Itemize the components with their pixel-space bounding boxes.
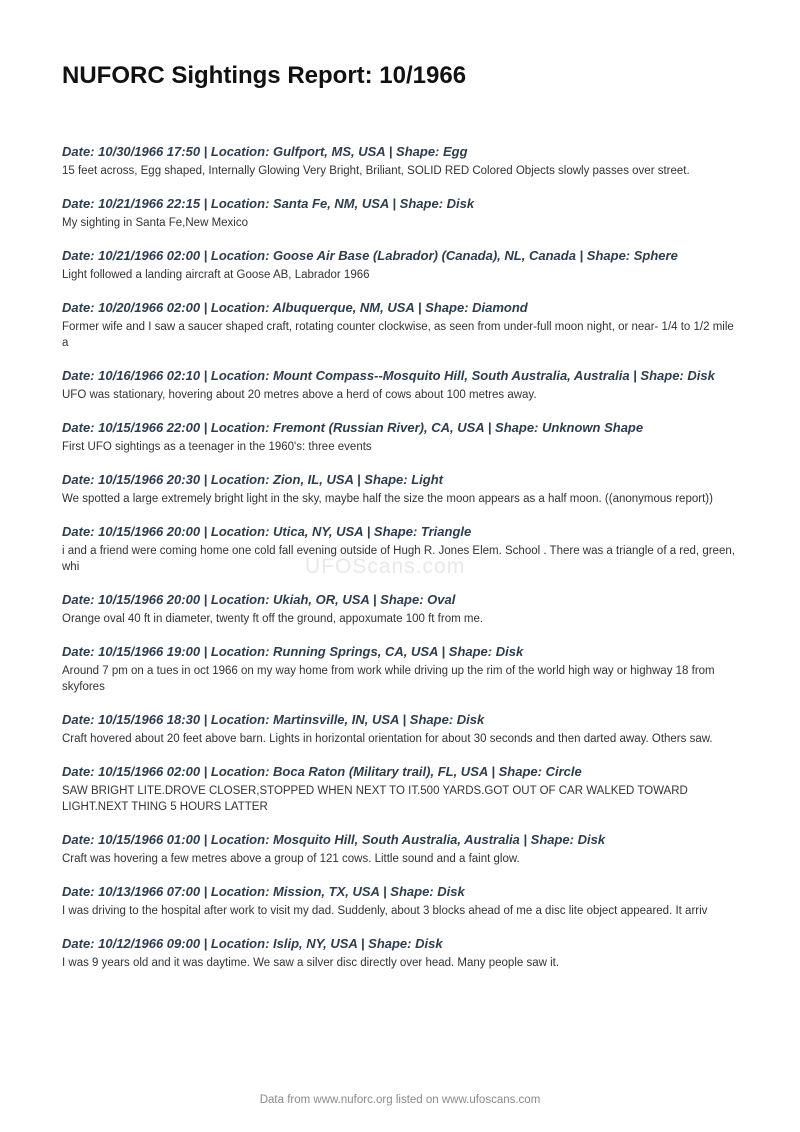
sighting-entry <box>62 523 742 575</box>
sighting-summary: Around 7 pm on a tues in oct 1966 on my way home from work while driving up the rim of the world high way or highway 18 from skyfores <box>62 665 715 693</box>
sighting-summary: Former wife and I saw a saucer shaped craft, rotating counter clockwise, as seen from under-full moon night, or near- 1/4 to 1/2 mile a <box>62 321 734 349</box>
sighting-header: Date: 10/15/1966 20:30 | Location: Zion, IL, USA | Shape: Light <box>62 472 443 487</box>
sighting-header: Date: 10/30/1966 17:50 | Location: Gulfport, MS, USA | Shape: Egg <box>62 144 468 159</box>
sighting-entry <box>62 935 742 971</box>
sighting-summary: 15 feet across, Egg shaped, Internally Glowing Very Bright, Briliant, SOLID RED Colored Objects slowly passes over street. <box>62 165 690 177</box>
sighting-header: Date: 10/13/1966 07:00 | Location: Mission, TX, USA | Shape: Disk <box>62 884 465 899</box>
footer-credit: Data from www.nuforc.org listed on www.ufoscans.com <box>259 1094 541 1106</box>
sighting-header: Date: 10/12/1966 09:00 | Location: Islip, NY, USA | Shape: Disk <box>62 936 443 951</box>
sighting-summary: Light followed a landing aircraft at Goose AB, Labrador 1966 <box>62 269 370 281</box>
sighting-header: Date: 10/15/1966 01:00 | Location: Mosquito Hill, South Australia, Australia | Shape: Disk <box>62 832 606 847</box>
sighting-summary: i and a friend were coming home one cold fall evening outside of Hugh R. Jones Elem. School . There was a triangle of a red, green, whi <box>62 545 735 573</box>
sighting-header: Date: 10/15/1966 20:00 | Location: Ukiah, OR, USA | Shape: Oval <box>62 592 456 607</box>
sighting-entry <box>62 143 742 179</box>
sighting-entry <box>62 763 742 815</box>
sighting-header: Date: 10/16/1966 02:10 | Location: Mount Compass--Mosquito Hill, South Australia, Australia | Shape: Disk <box>62 368 715 383</box>
sightings-list <box>62 143 742 987</box>
sighting-summary: We spotted a large extremely bright light in the sky, maybe half the size the moon appears as a half moon. ((anonymous report)) <box>62 493 713 505</box>
watermark: UFOScans.com <box>305 555 466 578</box>
sighting-header: Date: 10/15/1966 02:00 | Location: Boca Raton (Military trail), FL, USA | Shape: Circle <box>62 764 582 779</box>
sighting-header: Date: 10/21/1966 22:15 | Location: Santa Fe, NM, USA | Shape: Disk <box>62 196 475 211</box>
sighting-summary: SAW BRIGHT LITE.DROVE CLOSER,STOPPED WHEN NEXT TO IT.500 YARDS.GOT OUT OF CAR WALKED TOWARD LIGHT.NEXT THING 5 HOURS LATTER <box>62 785 688 813</box>
sighting-summary: Orange oval 40 ft in diameter, twenty ft off the ground, appoxumate 100 ft from me. <box>62 613 484 625</box>
sighting-entry <box>62 471 742 507</box>
sighting-summary: I was 9 years old and it was daytime. We saw a silver disc directly over head. Many people saw it. <box>62 957 560 969</box>
page-title: NUFORC Sightings Report: 10/1966 <box>62 62 467 89</box>
sighting-summary: First UFO sightings as a teenager in the 1960's: three events <box>62 441 372 453</box>
sighting-summary: UFO was stationary, hovering about 20 metres above a herd of cows about 100 metres away. <box>62 389 537 401</box>
sighting-entry <box>62 831 742 867</box>
sighting-entry <box>62 367 742 403</box>
sighting-summary: Craft hovered about 20 feet above barn. Lights in horizontal orientation for about 30 seconds and then darted away. Others saw. <box>62 733 713 745</box>
sighting-summary: Craft was hovering a few metres above a group of 121 cows. Little sound and a faint glow. <box>62 853 520 865</box>
sighting-entry <box>62 299 742 351</box>
sighting-header: Date: 10/15/1966 20:00 | Location: Utica, NY, USA | Shape: Triangle <box>62 524 472 539</box>
sighting-entry <box>62 247 742 283</box>
sighting-header: Date: 10/21/1966 02:00 | Location: Goose Air Base (Labrador) (Canada), NL, Canada | Shape: Sphere <box>62 248 678 263</box>
sighting-entry <box>62 419 742 455</box>
sighting-header: Date: 10/15/1966 22:00 | Location: Fremont (Russian River), CA, USA | Shape: Unknown Shape <box>62 420 644 435</box>
sighting-entry <box>62 883 742 919</box>
sighting-entry <box>62 711 742 747</box>
sighting-header: Date: 10/15/1966 18:30 | Location: Martinsville, IN, USA | Shape: Disk <box>62 712 485 727</box>
sighting-header: Date: 10/20/1966 02:00 | Location: Albuquerque, NM, USA | Shape: Diamond <box>62 300 528 315</box>
sighting-entry <box>62 643 742 695</box>
sighting-header: Date: 10/15/1966 19:00 | Location: Running Springs, CA, USA | Shape: Disk <box>62 644 524 659</box>
sighting-summary: I was driving to the hospital after work to visit my dad. Suddenly, about 3 blocks ahead of me a disc lite object appeared. It arriv <box>62 905 708 917</box>
sighting-entry <box>62 195 742 231</box>
sighting-summary: My sighting in Santa Fe,New Mexico <box>62 217 248 229</box>
sighting-entry <box>62 591 742 627</box>
